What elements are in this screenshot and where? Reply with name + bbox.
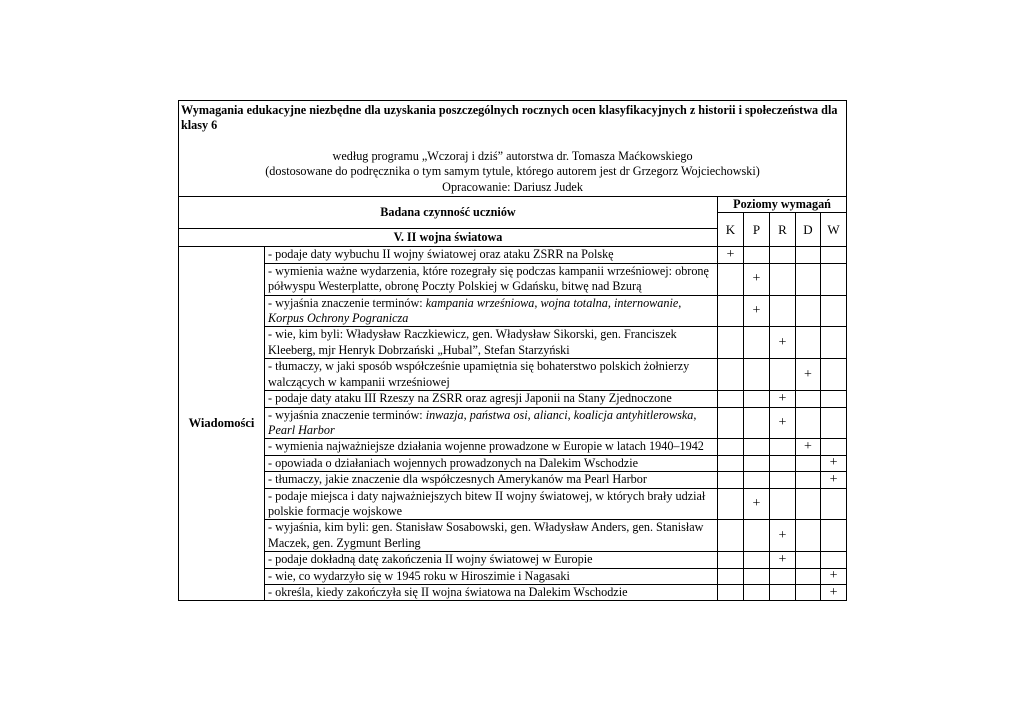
requirement-text xyxy=(265,407,718,439)
term-text: alianci xyxy=(533,407,568,422)
level-p-cell xyxy=(744,455,770,471)
level-k-cell xyxy=(718,263,744,295)
section-title: V. II wojna światowa xyxy=(179,229,718,247)
level-w-cell xyxy=(821,439,847,455)
level-p-cell xyxy=(744,439,770,455)
requirement-mark: + xyxy=(829,584,838,600)
table-row xyxy=(179,263,847,295)
requirement-mark: + xyxy=(804,439,812,455)
table-row xyxy=(179,568,847,584)
level-k-cell xyxy=(718,247,744,263)
requirement-text xyxy=(265,247,718,263)
level-d-cell xyxy=(796,359,821,391)
level-r-cell xyxy=(770,247,796,263)
requirement-text xyxy=(265,472,718,488)
table-row xyxy=(179,472,847,488)
requirement-mark: + xyxy=(829,455,838,471)
table-row xyxy=(179,407,847,439)
level-w-cell xyxy=(821,488,847,520)
level-p-cell xyxy=(744,584,770,600)
requirement-mark: + xyxy=(752,271,761,287)
text-segment: , xyxy=(607,295,614,310)
text-segment: - wyjaśnia, kim byli: gen. Stanisław Sosabowski, gen. Władysław Anders, gen. Stanisław Maczek, gen. Zygmunt Berling xyxy=(268,520,704,550)
text-segment: - podaje miejsca i daty najważniejszych bitew II wojny światowej, w których brały udział polskie formacje wojskowe xyxy=(268,488,706,518)
table-row xyxy=(179,439,847,455)
requirement-text xyxy=(265,263,718,295)
table-row xyxy=(179,247,847,263)
level-p-cell xyxy=(744,295,770,327)
requirement-text xyxy=(265,455,718,471)
term-text: Pearl Harbor xyxy=(268,422,335,437)
activity-header: Badana czynność uczniów xyxy=(179,197,718,229)
document-header-row xyxy=(179,101,847,197)
table-row xyxy=(179,488,847,520)
requirement-mark: + xyxy=(778,390,787,406)
document-header xyxy=(179,101,847,197)
level-p-cell xyxy=(744,407,770,439)
author-line: Opracowanie: Dariusz Judek xyxy=(442,179,583,194)
level-k-cell xyxy=(718,488,744,520)
level-d-header: D xyxy=(796,213,821,247)
text-segment: - określa, kiedy zakończyła się II wojna światowa na Dalekim Wschodzie xyxy=(268,584,628,599)
level-d-cell xyxy=(796,295,821,327)
level-w-cell xyxy=(821,455,847,471)
program-line: według programu „Wczoraj i dziś” autorstwa dr. Tomasza Maćkowskiego xyxy=(332,148,693,163)
level-k-cell xyxy=(718,520,744,552)
level-p-cell xyxy=(744,472,770,488)
level-k-cell xyxy=(718,359,744,391)
text-segment: - opowiada o działaniach wojennych prowadzonych na Dalekim Wschodzie xyxy=(268,455,639,470)
column-header-row xyxy=(179,197,847,213)
level-w-cell xyxy=(821,472,847,488)
level-p-header: P xyxy=(744,213,770,247)
requirement-mark: + xyxy=(829,568,838,584)
text-segment: - wymienia najważniejsze działania wojenne prowadzone w Europie w latach 1940–1942 xyxy=(268,439,704,454)
term-text: Korpus Ochrony Pogranicza xyxy=(268,311,409,326)
text-segment: , xyxy=(527,407,534,422)
requirement-text xyxy=(265,391,718,407)
level-p-cell xyxy=(744,263,770,295)
level-p-cell xyxy=(744,568,770,584)
level-p-cell xyxy=(744,391,770,407)
level-r-cell xyxy=(770,263,796,295)
term-text: inwazja xyxy=(425,407,464,422)
level-k-cell xyxy=(718,472,744,488)
text-segment: , xyxy=(678,295,682,310)
level-k-cell xyxy=(718,439,744,455)
level-k-cell xyxy=(718,584,744,600)
requirement-mark: + xyxy=(778,414,787,430)
level-p-cell xyxy=(744,247,770,263)
level-w-header: W xyxy=(821,213,847,247)
category-label: Wiadomości xyxy=(179,247,265,601)
level-w-cell xyxy=(821,584,847,600)
requirement-text xyxy=(265,439,718,455)
level-w-cell xyxy=(821,552,847,568)
level-p-cell xyxy=(744,488,770,520)
level-w-cell xyxy=(821,568,847,584)
level-w-cell xyxy=(821,327,847,359)
text-segment: - podaje daty wybuchu II wojny światowej oraz ataku ZSRR na Polskę xyxy=(268,247,614,262)
levels-header: Poziomy wymagań xyxy=(718,197,847,213)
text-segment: - tłumaczy, w jaki sposób współcześnie upamiętnia się bohaterstwo polskich żołnierzy walczących w kampanii wrześniowej xyxy=(268,359,690,389)
level-d-cell xyxy=(796,488,821,520)
text-segment: - podaje dokładną datę zakończenia II wojny światowej w Europie xyxy=(268,552,593,567)
level-k-cell xyxy=(718,391,744,407)
requirement-mark: + xyxy=(752,495,761,511)
requirement-text xyxy=(265,520,718,552)
table-row xyxy=(179,455,847,471)
level-w-cell xyxy=(821,407,847,439)
requirement-mark: + xyxy=(778,334,787,350)
requirements-table xyxy=(178,100,847,601)
requirement-mark: + xyxy=(752,303,761,319)
level-d-cell xyxy=(796,247,821,263)
level-w-cell xyxy=(821,359,847,391)
text-segment: - wyjaśnia znaczenie terminów: xyxy=(268,295,426,310)
document-title: Wymagania edukacyjne niezbędne dla uzyskania poszczególnych rocznych ocen klasyfikacyjnych z historii i społeczeństwa dla klasy 6 xyxy=(181,103,838,133)
requirement-mark: + xyxy=(829,471,838,487)
term-text: koalicja antyhitlerowska xyxy=(573,407,694,422)
table-row xyxy=(179,584,847,600)
text-segment: - wymienia ważne wydarzenia, które rozegrały się podczas kampanii wrześniowej: obronę półwyspu Westerplatte, obronę Poczty Polskiej w Gdańsku, bitwę nad Bzurą xyxy=(268,263,709,294)
level-r-cell xyxy=(770,584,796,600)
table-row xyxy=(179,520,847,552)
term-text: państwa osi xyxy=(469,407,528,422)
requirement-mark: + xyxy=(804,366,812,382)
requirements-document xyxy=(178,100,846,601)
level-p-cell xyxy=(744,359,770,391)
level-r-cell xyxy=(770,407,796,439)
level-r-cell xyxy=(770,568,796,584)
level-r-cell xyxy=(770,359,796,391)
text-segment: , xyxy=(693,407,697,422)
level-p-cell xyxy=(744,552,770,568)
level-r-cell xyxy=(770,520,796,552)
adaptation-line: (dostosowane do podręcznika o tym samym tytule, którego autorem jest dr Grzegorz Wojciechowski) xyxy=(265,164,760,179)
level-w-cell xyxy=(821,391,847,407)
level-w-cell xyxy=(821,247,847,263)
level-d-cell xyxy=(796,472,821,488)
level-r-cell xyxy=(770,552,796,568)
level-p-cell xyxy=(744,520,770,552)
requirement-text xyxy=(265,584,718,600)
level-r-cell xyxy=(770,327,796,359)
requirement-text xyxy=(265,327,718,359)
level-k-cell xyxy=(718,295,744,327)
text-segment: - wie, co wydarzyło się w 1945 roku w Hiroszimie i Nagasaki xyxy=(268,568,570,583)
level-k-cell xyxy=(718,327,744,359)
requirement-mark: + xyxy=(726,247,735,263)
table-row xyxy=(179,359,847,391)
requirement-text xyxy=(265,568,718,584)
level-d-cell xyxy=(796,584,821,600)
requirement-mark: + xyxy=(778,551,787,567)
level-d-cell xyxy=(796,552,821,568)
table-row xyxy=(179,327,847,359)
level-r-cell xyxy=(770,439,796,455)
requirement-text xyxy=(265,295,718,327)
level-w-cell xyxy=(821,295,847,327)
table-row xyxy=(179,391,847,407)
text-segment: - podaje daty ataku III Rzeszy na ZSRR oraz agresji Japonii na Stany Zjednoczone xyxy=(268,391,672,406)
level-r-header: R xyxy=(770,213,796,247)
level-r-cell xyxy=(770,391,796,407)
text-segment: - tłumaczy, jakie znaczenie dla współczesnych Amerykanów ma Pearl Harbor xyxy=(268,472,647,487)
level-p-cell xyxy=(744,327,770,359)
term-text: wojna totalna xyxy=(540,295,608,310)
level-r-cell xyxy=(770,295,796,327)
level-d-cell xyxy=(796,391,821,407)
level-w-cell xyxy=(821,263,847,295)
text-segment: , xyxy=(534,295,541,310)
level-r-cell xyxy=(770,488,796,520)
level-d-cell xyxy=(796,520,821,552)
level-k-cell xyxy=(718,455,744,471)
level-r-cell xyxy=(770,455,796,471)
requirement-text xyxy=(265,552,718,568)
level-k-cell xyxy=(718,407,744,439)
text-segment: , xyxy=(463,407,470,422)
text-segment: - wie, kim byli: Władysław Raczkiewicz, gen. Władysław Sikorski, gen. Franciszek Kleeberg, mjr Henryk Dobrzański „Hubal”, Stefan Starzyński xyxy=(268,327,677,357)
text-segment: , xyxy=(567,407,574,422)
level-k-cell xyxy=(718,568,744,584)
level-d-cell xyxy=(796,263,821,295)
requirement-mark: + xyxy=(778,527,787,543)
term-text: internowanie xyxy=(613,295,679,310)
level-d-cell xyxy=(796,439,821,455)
text-segment: - wyjaśnia znaczenie terminów: xyxy=(268,407,426,422)
level-d-cell xyxy=(796,568,821,584)
table-row xyxy=(179,295,847,327)
level-d-cell xyxy=(796,455,821,471)
level-r-cell xyxy=(770,472,796,488)
term-text: kampania wrześniowa xyxy=(425,295,535,310)
level-w-cell xyxy=(821,520,847,552)
requirement-text xyxy=(265,359,718,391)
table-row xyxy=(179,552,847,568)
level-d-cell xyxy=(796,407,821,439)
requirement-text xyxy=(265,488,718,520)
level-k-header: K xyxy=(718,213,744,247)
level-k-cell xyxy=(718,552,744,568)
level-d-cell xyxy=(796,327,821,359)
